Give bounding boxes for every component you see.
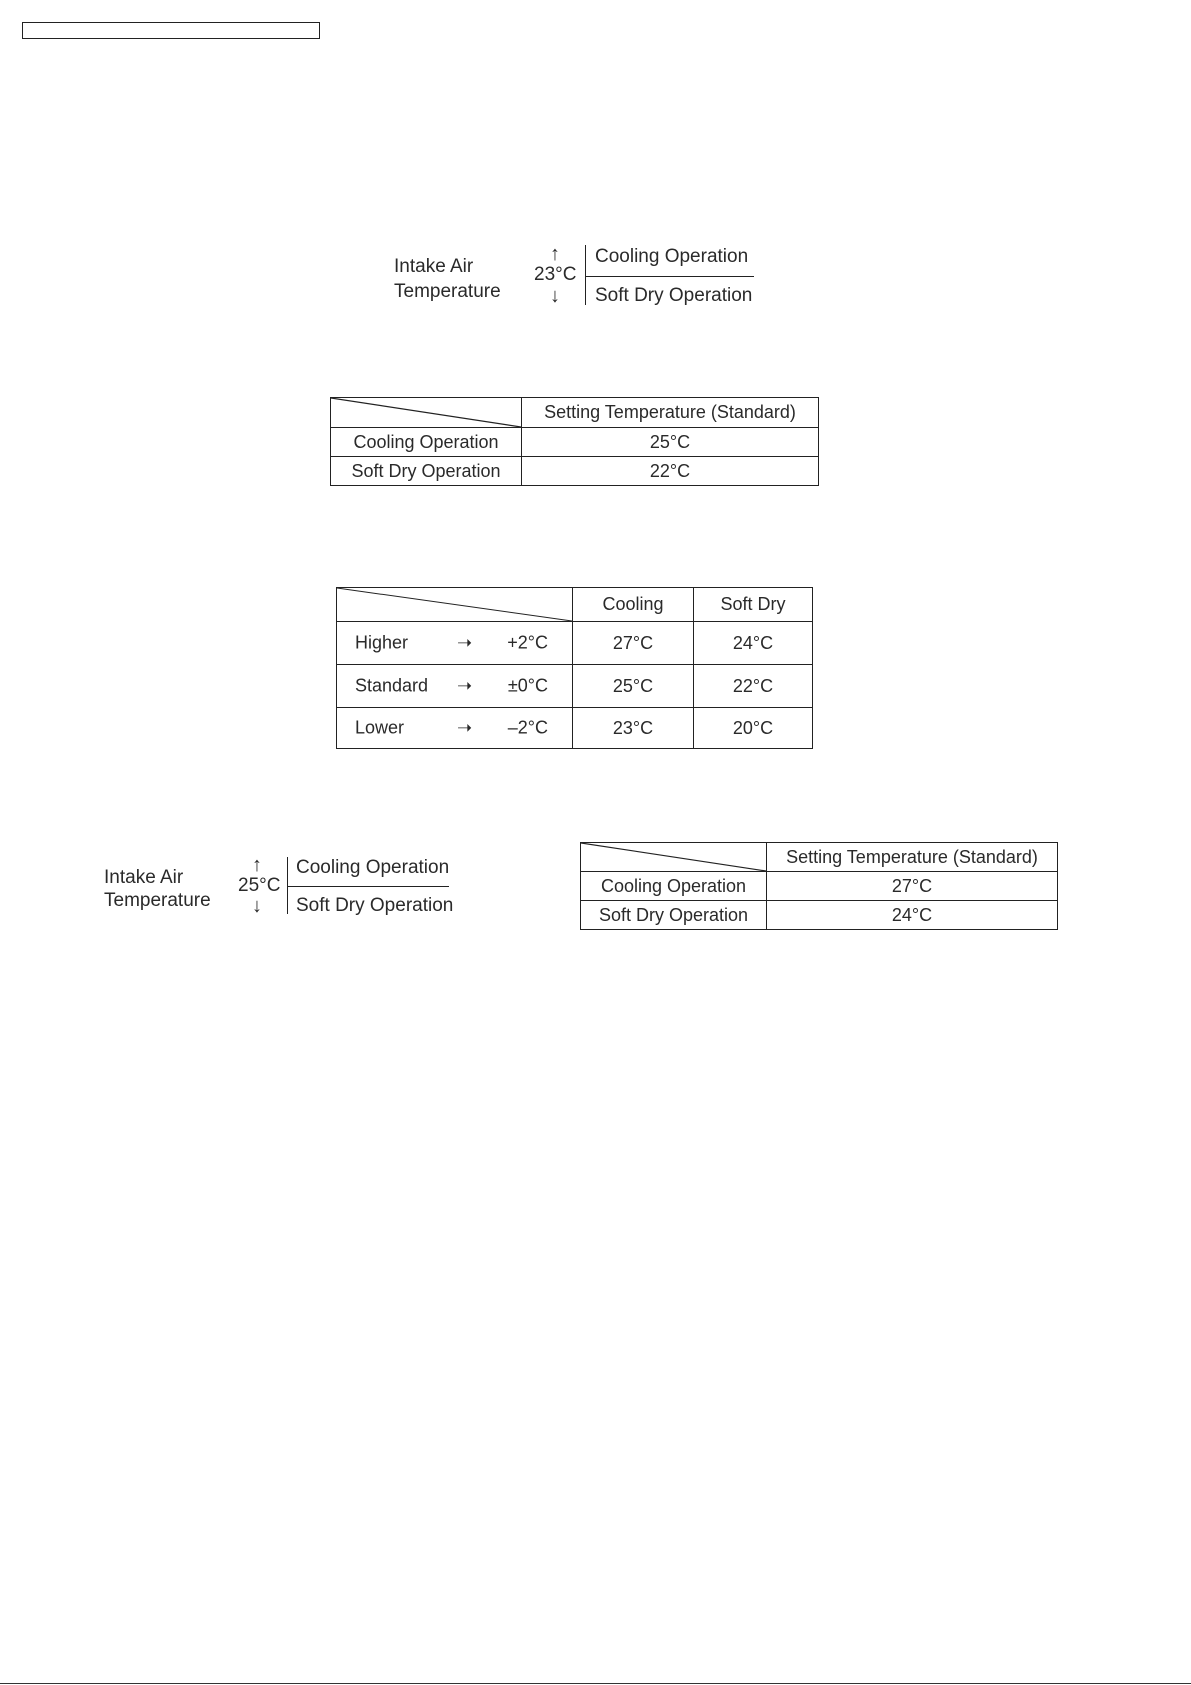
row-head-lower — [337, 708, 573, 749]
diagonal-header-cell — [581, 843, 767, 872]
soft-dry-value: 20°C — [694, 708, 813, 749]
intake-label-line2: Temperature — [104, 890, 211, 911]
upper-operation: Cooling Operation — [595, 246, 749, 267]
upper-operation: Cooling Operation — [296, 857, 450, 878]
cooling-value: 27°C — [573, 622, 694, 665]
lower-operation: Soft Dry Operation — [595, 285, 753, 306]
row-value: 25°C — [522, 428, 819, 457]
setting-temperature-table-2 — [580, 842, 1058, 930]
divider-line — [288, 886, 449, 887]
bracket-line — [585, 245, 586, 305]
row-head-standard — [337, 665, 573, 708]
column-header-soft-dry: Soft Dry — [694, 588, 813, 622]
setting-temperature-table-1 — [330, 397, 819, 486]
row-delta: +2°C — [507, 632, 548, 653]
header-box — [22, 22, 320, 39]
row-delta: –2°C — [507, 717, 548, 738]
cooling-value: 25°C — [573, 665, 694, 708]
row-name: Higher — [355, 632, 409, 653]
temperature-adjustment-table — [336, 587, 813, 749]
intake-label-line2: Temperature — [394, 281, 501, 302]
soft-dry-value: 22°C — [694, 665, 813, 708]
row-name: Standard — [355, 675, 429, 696]
column-header: Setting Temperature (Standard) — [522, 398, 819, 428]
soft-dry-value: 24°C — [694, 622, 813, 665]
threshold-temperature: 23°C — [534, 264, 577, 285]
arrow-down-icon: ↓ — [550, 285, 560, 307]
row-label: Soft Dry Operation — [331, 457, 522, 486]
arrow-up-icon: ↑ — [252, 854, 262, 876]
row-delta: ±0°C — [507, 675, 548, 696]
column-header-cooling: Cooling — [573, 588, 694, 622]
column-header: Setting Temperature (Standard) — [767, 843, 1058, 872]
divider-line — [586, 276, 754, 277]
row-head-higher — [337, 622, 573, 665]
lower-operation: Soft Dry Operation — [296, 895, 454, 916]
right-arrow-icon: ➝ — [457, 717, 473, 738]
row-value: 24°C — [767, 901, 1058, 930]
right-arrow-icon: ➝ — [457, 632, 473, 653]
row-value: 27°C — [767, 872, 1058, 901]
intake-label-line1: Intake Air — [394, 256, 474, 277]
right-arrow-icon: ➝ — [457, 675, 473, 696]
arrow-up-icon: ↑ — [550, 243, 560, 265]
intake-label-line1: Intake Air — [104, 867, 184, 888]
arrow-down-icon: ↓ — [252, 895, 262, 917]
diagonal-header-cell — [337, 588, 573, 622]
row-label: Cooling Operation — [581, 872, 767, 901]
cooling-value: 23°C — [573, 708, 694, 749]
bottom-rule — [0, 1683, 1191, 1684]
row-value: 22°C — [522, 457, 819, 486]
diagonal-header-cell — [331, 398, 522, 428]
row-label: Cooling Operation — [331, 428, 522, 457]
row-name: Lower — [355, 717, 405, 738]
row-label: Soft Dry Operation — [581, 901, 767, 930]
threshold-temperature: 25°C — [238, 875, 281, 896]
